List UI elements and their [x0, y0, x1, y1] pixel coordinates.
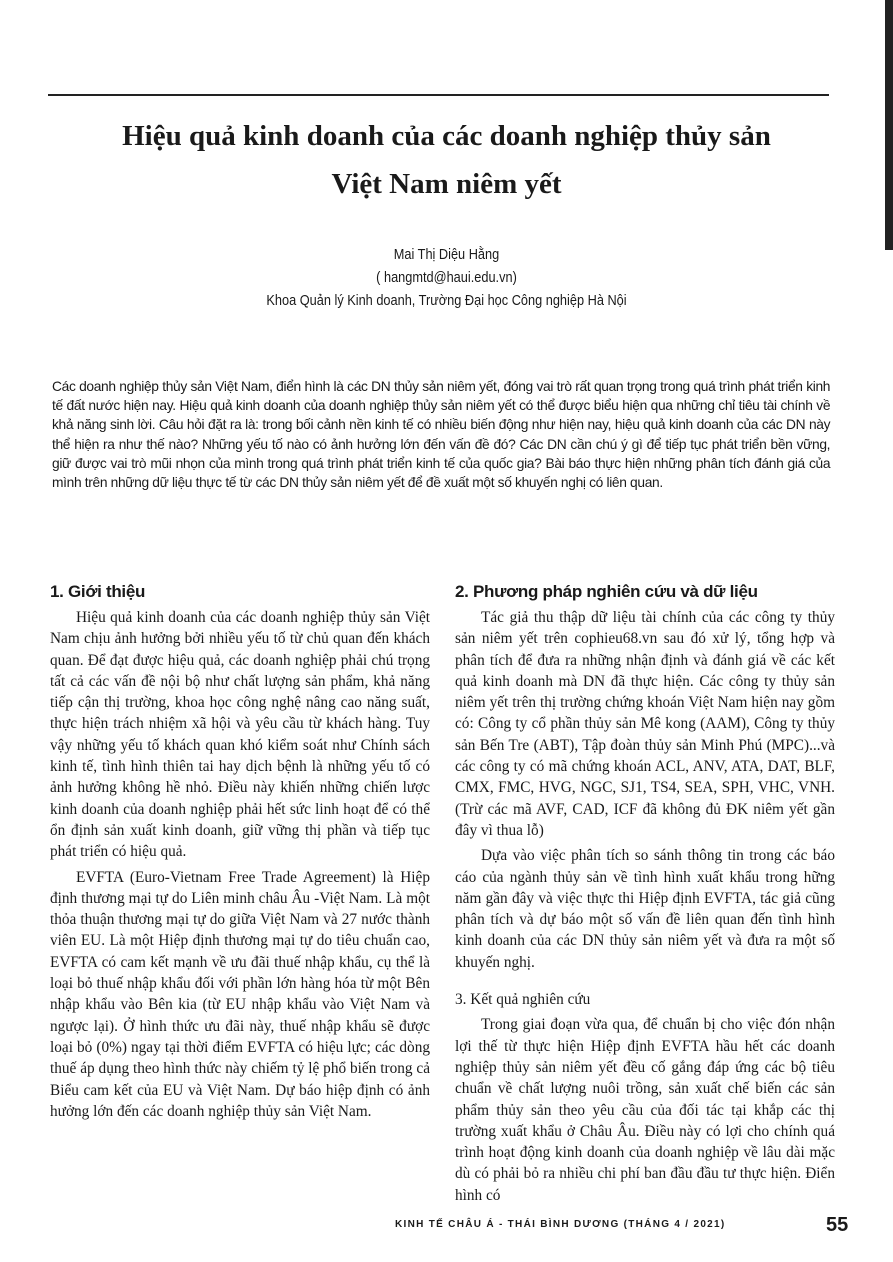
- header-rule: [48, 94, 829, 96]
- section-1-heading: 1. Giới thiệu: [50, 582, 146, 601]
- paragraph: Trong giai đoạn vừa qua, để chuẩn bị cho việc đón nhận lợi thế từ thực hiện Hiệp định EVFTA hầu hết các doanh nghiệp thủy sản niêm yết đều cố gắng đáp ứng các bộ tiêu chuẩn về chất lượng nuôi trồng, sản xuất chế biến các sản phẩm thủy sản theo yêu cầu của đối tác tại khắp các thị trường xuất khẩu ở Châu Âu. Điều này có lợi cho chính quá trình hoạt động kinh doanh của doanh nghiệp về lâu dài mặc dù có phải bỏ ra nhiều chi phí ban đầu đầu tư thực hiện. Điển hình có: [455, 1016, 835, 1204]
- paragraph: Tác giả thu thập dữ liệu tài chính của các công ty thủy sản niêm yết trên cophieu68.vn sau đó xử lý, tổng hợp và phân tích để đưa ra những nhận định và đánh giá về các kết quả kinh doanh mà DN đã thực hiện. Các công ty thủy sản niêm yết trên thị trường chứng khoán Việt Nam hiện nay gồm có: Công ty cổ phần thủy sản Mê kong (AAM), Công ty thủy sản Bến Tre (ABT), Tập đoàn thủy sản Minh Phú (MPC)...và các công ty có mã chứng khoán ACL, ANV, ATA, DAT, BLF, CMX, FMC, HVG, NGC, SJ1, TS4, SEA, SPH, VHC, VNH. (Trừ các mã AVF, CAD, ICF đã không đủ ĐK niêm yết gần đây vì thua lỗ): [455, 609, 835, 839]
- title-line-1: Hiệu quả kinh doanh của các doanh nghiệp thủy sản: [122, 120, 771, 152]
- paragraph: EVFTA (Euro-Vietnam Free Trade Agreement) là Hiệp định thương mại tự do Liên minh châu Âu -Việt Nam. Là một thỏa thuận thương mại tự do giữa Việt Nam và 27 nước thành viên EU. Là một Hiệp định thương mại tự do tiêu chuẩn cao, EVFTA có cam kết mạnh về ưu đãi thuế nhập khẩu, cụ thể là loại bỏ thuế nhập khẩu đối với phần lớn hàng hóa từ một Bên nhập khẩu vào Bên kia (từ EU nhập khẩu vào Việt Nam và ngược lại). Ở hình thức ưu đãi này, thuế nhập khẩu sẽ được loại bỏ (0%) ngay tại thời điểm EVFTA có hiệu lực; các dòng thuế áp dụng theo hình thức này chiếm tỷ lệ phổ biến trong cả Biểu cam kết của EU và Việt Nam. Dự báo hiệp định có ảnh hưởng lớn đến các doanh nghiệp thủy sản Việt Nam.: [50, 868, 430, 1120]
- paragraph: Hiệu quả kinh doanh của các doanh nghiệp thủy sản Việt Nam chịu ảnh hưởng bởi nhiều yếu tố từ chủ quan đến khách quan. Để đạt được hiệu quả, các doanh nghiệp phải chú trọng tất cả các vấn đề nội bộ như chất lượng sản phẩm, khả năng tiếp cận thị trường, khoa học công nghệ nâng cao năng suất, thực hiện trách nhiệm xã hội và yêu cầu từ khách hàng. Tuy vậy những yếu tố khách quan khó kiểm soát như Chính sách kinh tế, tình hình thiên tai hay dịch bệnh là những yếu tố có ảnh hưởng không hề nhỏ. Điều này khiến những chiến lược kinh doanh của doanh nghiệp phải hết sức linh hoạt để có thể ổn định sản xuất kinh doanh, giữ vững thị phần và tiếp tục phát triển có hiệu quả.: [50, 609, 430, 861]
- author-email: ( hangmtd@haui.edu.vn): [376, 270, 517, 286]
- abstract: Các doanh nghiệp thủy sản Việt Nam, điển hình là các DN thủy sản niêm yết, đóng vai trò rất quan trọng trong quá trình phát triển kinh tế đất nước hiện nay. Hiệu quả kinh doanh của doanh nghiệp thủy sản niêm yết có thể được biểu hiện qua những chỉ tiêu tài chính về khả năng sinh lời. Câu hỏi đặt ra là: trong bối cảnh nền kinh tế có nhiều biến động như hiện nay, hiệu quả kinh doanh của các DN này thể hiện ra như thế nào? Những yếu tố nào có ảnh hưởng lớn đến vấn đề đó? Các DN cần chú ý gì để tiếp tục phát triển bền vững, giữ được vai trò mũi nhọn của mình trong quá trình phát triển kinh tế của quốc gia? Bài báo thực hiện những phân tích đánh giá của mình trên những dữ liệu thực tế từ các DN thủy sản niêm yết để đề xuất một số khuyến nghị có liên quan.: [52, 378, 831, 491]
- author-block: [89, 244, 804, 313]
- article-title: [40, 112, 853, 208]
- author-affiliation: Khoa Quản lý Kinh doanh, Trường Đại học Công nghiệp Hà Nội: [266, 293, 627, 309]
- page-number: 55: [826, 1214, 849, 1236]
- right-column: [455, 580, 835, 1210]
- left-column: [50, 580, 430, 1126]
- title-line-2: Việt Nam niêm yết: [331, 168, 562, 200]
- section-3-heading: 3. Kết quả nghiên cứu: [455, 991, 591, 1009]
- section-2-heading: 2. Phương pháp nghiên cứu và dữ liệu: [455, 582, 758, 601]
- scan-edge-artifact: [885, 0, 893, 250]
- author-name: Mai Thị Diệu Hằng: [393, 247, 500, 263]
- journal-footer: KINH TẾ CHÂU Á - THÁI BÌNH DƯƠNG (THÁNG 4 / 2021): [395, 1219, 726, 1230]
- paragraph: Dựa vào việc phân tích so sánh thông tin trong các báo cáo của ngành thủy sản về tình hình xuất khẩu trong hững năm gần đây và việc thực thi Hiệp định EVFTA, tác giả cũng phân tích và dự báo một số vấn đề liên quan đến tình hình kinh doanh của các DN thủy sản niêm yết và đưa ra một số khuyến nghị.: [455, 847, 835, 971]
